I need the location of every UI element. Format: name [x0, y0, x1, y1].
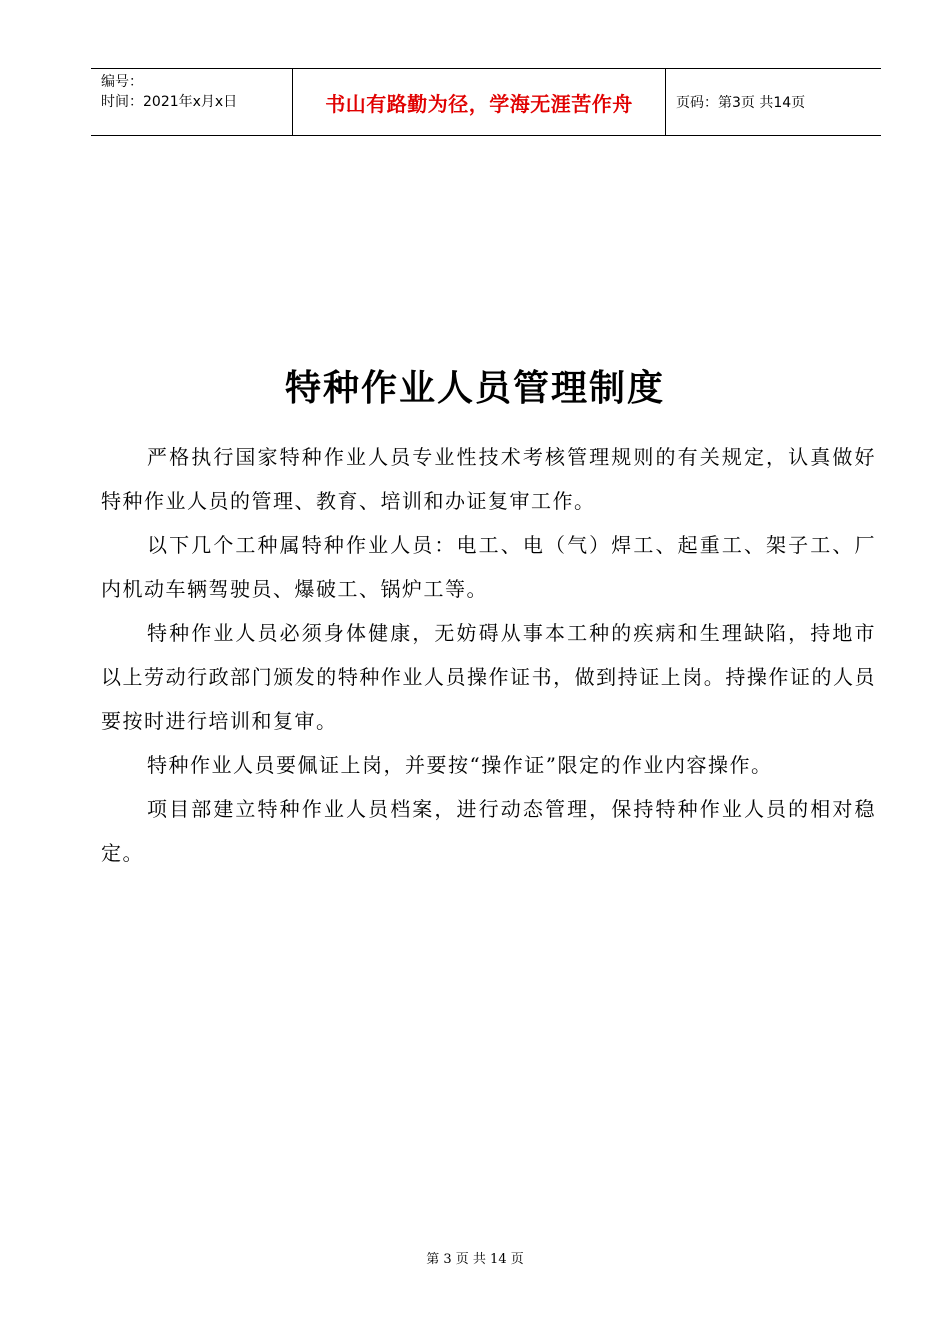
paragraph: 项目部建立特种作业人员档案，进行动态管理，保持特种作业人员的相对稳定。	[101, 797, 876, 865]
document-body	[101, 435, 876, 875]
header-motto: 书山有路勤为径，学海无涯苦作舟	[293, 69, 666, 135]
document-number-label: 编号：	[101, 74, 143, 90]
paragraph: 严格执行国家特种作业人员专业性技术考核管理规则的有关规定，认真做好特种作业人员的管理、教育、培训和办证复审工作。	[101, 445, 876, 513]
paragraph: 特种作业人员必须身体健康，无妨碍从事本工种的疾病和生理缺陷，持地市以上劳动行政部门颁发的特种作业人员操作证书，做到持证上岗。持操作证的人员要按时进行培训和复审。	[101, 621, 876, 733]
paragraph: 特种作业人员要佩证上岗，并要按“操作证”限定的作业内容操作。	[147, 753, 773, 777]
paragraph: 以下几个工种属特种作业人员：电工、电（气）焊工、起重工、架子工、厂内机动车辆驾驶员、爆破工、锅炉工等。	[101, 533, 876, 601]
document-time-label: 时间：2021年x月x日	[101, 94, 238, 110]
page-footer: 第 3 页 共 14 页	[426, 1252, 524, 1267]
page-header	[91, 68, 881, 136]
document-title: 特种作业人员管理制度	[284, 368, 665, 409]
header-page-info: 页码：第3页 共14页	[676, 95, 806, 111]
header-meta	[91, 69, 293, 135]
